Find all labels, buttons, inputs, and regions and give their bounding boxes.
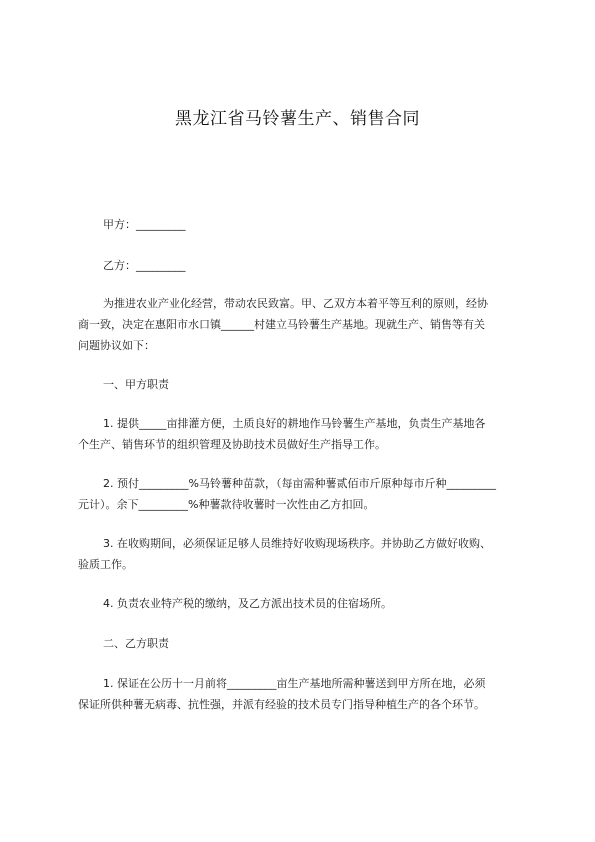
party-a-item-4-line-1: 4. 负责农业特产税的缴纳，及乙方派出技术员的住宿场所。 [103, 597, 392, 610]
party-a-line: 甲方：_________ [103, 218, 186, 231]
party-b-item-1-line-2: 保证所供种薯无病毒、抗性强，并派有经验的技术员专门指导种植生产的各个环节。 [78, 698, 485, 711]
party-b-line: 乙方：_________ [103, 259, 186, 272]
intro-paragraph-line-2: 商一致，决定在惠阳市水口镇______村建立马铃薯生产基地。现就生产、销售等有关 [78, 318, 485, 331]
intro-paragraph-line-1: 为推进农业产业化经营，带动农民致富。甲、乙双方本着平等互利的原则，经协 [103, 297, 488, 310]
party-a-item-1-line-2: 个生产、销售环节的组织管理及协助技术员做好生产指导工作。 [78, 438, 386, 451]
party-a-item-2-line-1: 2. 预付_________%马铃薯种苗款，（每亩需种薯贰佰市斤原种每市斤种_________ [103, 477, 496, 490]
party-a-item-3-line-2: 验质工作。 [78, 558, 133, 571]
party-a-item-2-line-2: 元计）。余下_________%种薯款待收薯时一次性由乙方扣回。 [78, 498, 375, 511]
party-b-item-1-line-1: 1. 保证在公历十一月前将_________亩生产基地所需种薯送到甲方所在地，必须 [103, 677, 486, 690]
intro-paragraph-line-3: 问题协议如下： [78, 339, 155, 352]
section-heading-party-a-duties: 一、甲方职责 [103, 378, 169, 391]
section-heading-party-b-duties: 二、乙方职责 [103, 637, 169, 650]
document-title: 黑龙江省马铃薯生产、销售合同 [175, 109, 420, 129]
party-a-item-1-line-1: 1. 提供_____亩排灌方便，土质良好的耕地作马铃薯生产基地，负责生产基地各 [103, 417, 486, 430]
party-a-item-3-line-1: 3. 在收购期间，必须保证足够人员维持好收购现场秩序。并协助乙方做好收购、 [103, 537, 491, 550]
